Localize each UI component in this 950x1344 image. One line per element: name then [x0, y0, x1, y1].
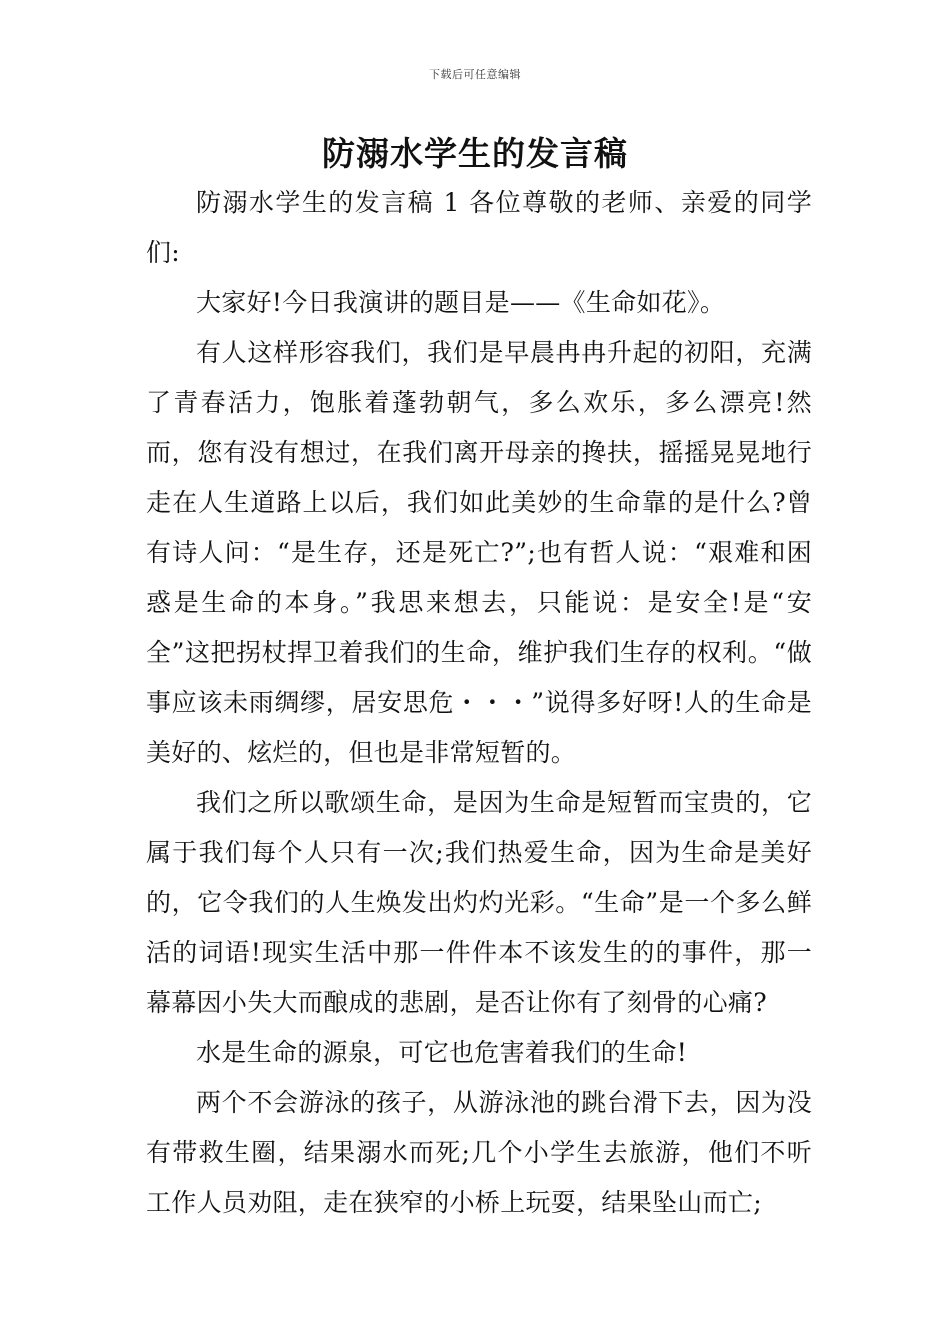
paragraph-safety-life: 有人这样形容我们，我们是早晨冉冉升起的初阳，充满了青春活力，饱胀着蓬勃朝气，多么欢乐，多么漂亮!然而，您有没有想过，在我们离开母亲的搀扶，摇摇晃晃地行走在人生道路上以后，我们如此美妙的生命靠的是什么?曾有诗人问：“是生存，还是死亡?”;也有哲人说：“艰难和困惑是生命的本身。”我思来想去，只能说：是安全!是“安全”这把拐杖捍卫着我们的生命，维护我们生存的权利。“做事应该未雨绸缪，居安思危・・・”说得多好呀!人的生命是美好的、炫烂的，但也是非常短暂的。: [146, 338, 812, 767]
document-title: 防溺水学生的发言稿: [322, 134, 628, 173]
paragraph-accident-examples: 两个不会游泳的孩子，从游泳池的跳台滑下去，因为没有带救生圈，结果溺水而死;几个小学生去旅游，他们不听工作人员劝阻，走在狭窄的小桥上玩耍，结果坠山而亡;: [146, 1088, 812, 1217]
paragraph-salutation: 防溺水学生的发言稿 1 各位尊敬的老师、亲爱的同学们:: [146, 188, 812, 267]
paragraph-greeting: 大家好!今日我演讲的题目是——《生命如花》。: [196, 288, 726, 317]
header-note: 下载后可任意编辑: [429, 68, 521, 81]
paragraph-praise-life: 我们之所以歌颂生命，是因为生命是短暂而宝贵的，它属于我们每个人只有一次;我们热爱生命，因为生命是美好的，它令我们的人生焕发出灼灼光彩。“生命”是一个多么鲜活的词语!现实生活中那一件件本不该发生的的事件，那一幕幕因小失大而酿成的悲剧，是否让你有了刻骨的心痛?: [146, 788, 812, 1017]
document-body: [146, 178, 812, 1228]
paragraph-water-danger: 水是生命的源泉，可它也危害着我们的生命!: [196, 1038, 688, 1067]
